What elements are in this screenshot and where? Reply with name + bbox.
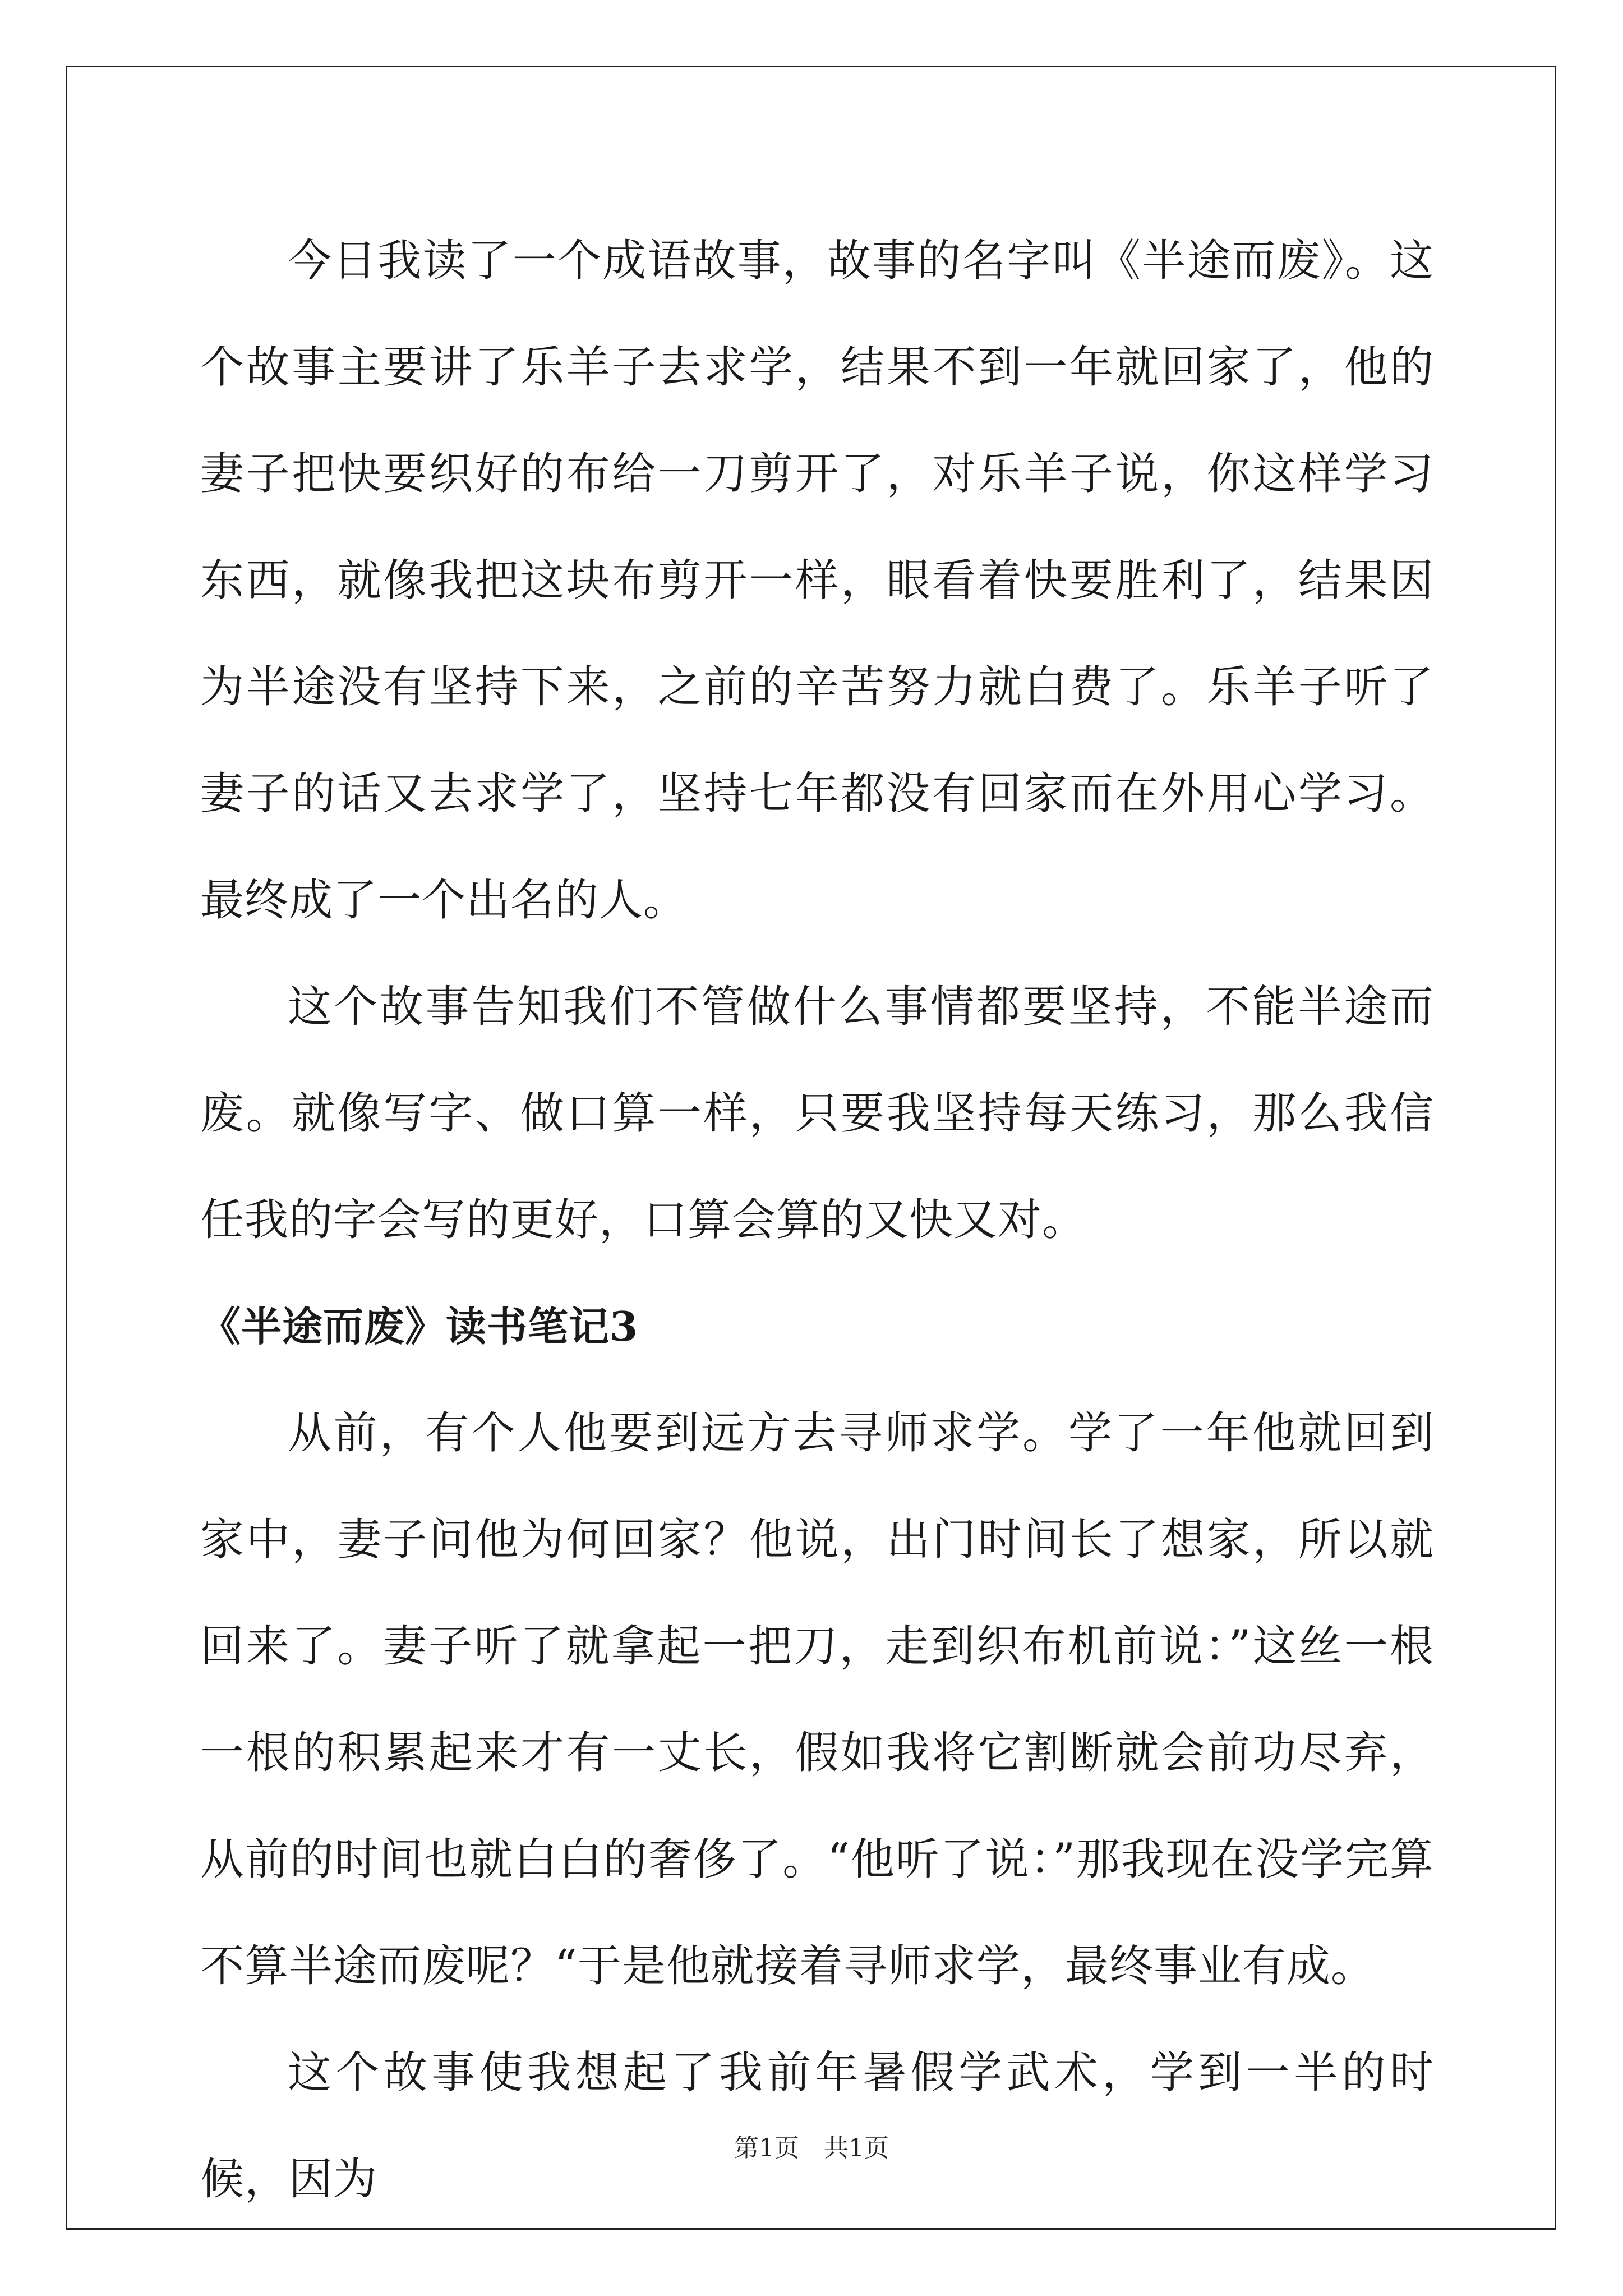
paragraph-2: 这个故事告知我们不管做什么事情都要坚持，不能半途而废。就像写字、做口算一样，只要我坚持每天练习，那么我信任我的字会写的更好，口算会算的又快又对。 bbox=[200, 982, 1434, 1245]
document-body bbox=[200, 208, 1434, 2233]
paragraph-4: 这个故事使我想起了我前年暑假学武术，学到一半的时候，因为 bbox=[200, 2047, 1434, 2205]
paragraph-3: 从前，有个人他要到远方去寻师求学。学了一年他就回到家中，妻子问他为何回家？他说，出门时间长了想家，所以就回来了。妻子听了就拿起一把刀，走到织布机前说：”这丝一根一根的积累起来才有一丈长，假如我将它割断就会前功尽弃，从前的时间也就白白的奢侈了。“他听了说：”那我现在没学完算不算半途而废呢？“于是他就接着寻师求学，最终事业有成。 bbox=[200, 1408, 1434, 1991]
page-footer: 第1页 共1页 bbox=[734, 2134, 889, 2162]
section-heading: 《半途而废》读书笔记3 bbox=[200, 1303, 639, 1350]
paragraph-1: 今日我读了一个成语故事，故事的名字叫《半途而废》。这个故事主要讲了乐羊子去求学，结果不到一年就回家了，他的妻子把快要织好的布给一刀剪开了，对乐羊子说，你这样学习东西，就像我把这块布剪开一样，眼看着快要胜利了，结果因为半途没有坚持下来，之前的辛苦努力就白费了。乐羊子听了妻子的话又去求学了，坚持七年都没有回家而在外用心学习。最终成了一个出名的人。 bbox=[200, 236, 1434, 926]
